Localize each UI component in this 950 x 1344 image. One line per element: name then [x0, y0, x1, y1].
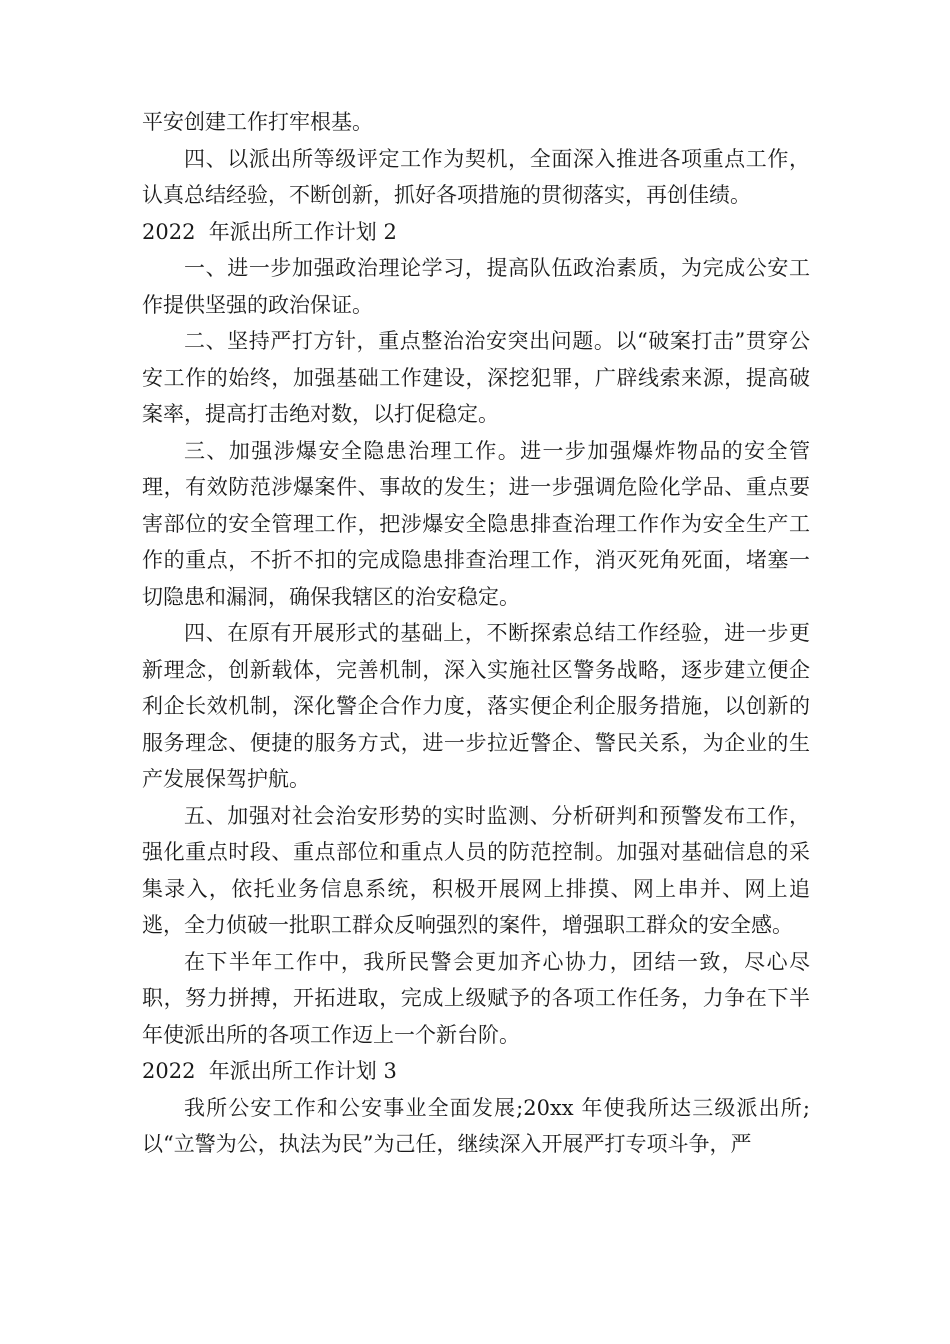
paragraph-plan-3-intro: 我所公安工作和公安事业全面发展;20xx 年使我所达三级派出所;以“立警为公，执法为民”为己任，继续深入开展严打专项斗争，严	[142, 1095, 810, 1156]
document-page	[142, 104, 810, 1163]
section-heading-plan-2: 2022 年派出所工作计划 2	[142, 219, 397, 244]
paragraph-item-2: 二、坚持严打方针，重点整治治安突出问题。以“破案打击”贯穿公安工作的始终，加强基础工作建设，深挖犯罪，广辟线索来源，提高破案率，提高打击绝对数，以打促稳定。	[142, 329, 810, 426]
paragraph-item-4b: 四、在原有开展形式的基础上，不断探索总结工作经验，进一步更新理念，创新载体，完善机制，深入实施社区警务战略，逐步建立便企利企长效机制，深化警企合作力度，落实便企利企服务措施，以创新的服务理念、便捷的服务方式，进一步拉近警企、警民关系，为企业的生产发展保驾护航。	[142, 621, 810, 791]
paragraph-item-4: 四、以派出所等级评定工作为契机，全面深入推进各项重点工作，认真总结经验，不断创新，抓好各项措施的贯彻落实，再创佳绩。	[142, 146, 810, 207]
section-heading-plan-3: 2022 年派出所工作计划 3	[142, 1059, 397, 1083]
paragraph-continuation: 平安创建工作打牢根基。	[142, 110, 373, 134]
paragraph-item-1: 一、进一步加强政治理论学习，提高队伍政治素质，为完成公安工作提供坚强的政治保证。	[142, 256, 810, 317]
paragraph-conclusion: 在下半年工作中，我所民警会更加齐心协力，团结一致，尽心尽职，努力拼搏，开拓进取，完成上级赋予的各项工作任务，力争在下半年使派出所的各项工作迈上一个新台阶。	[142, 949, 810, 1047]
paragraph-item-5: 五、加强对社会治安形势的实时监测、分析研判和预警发布工作，强化重点时段、重点部位和重点人员的防范控制。加强对基础信息的采集录入，依托业务信息系统，积极开展网上排摸、网上串并、网上追逃，全力侦破一批职工群众反响强烈的案件，增强职工群众的安全感。	[142, 803, 810, 937]
paragraph-item-3: 三、加强涉爆安全隐患治理工作。进一步加强爆炸物品的安全管理，有效防范涉爆案件、事故的发生；进一步强调危险化学品、重点要害部位的安全管理工作，把涉爆安全隐患排查治理工作作为安全生产工作的重点，不折不扣的完成隐患排查治理工作，消灭死角死面，堵塞一切隐患和漏洞，确保我辖区的治安稳定。	[142, 438, 810, 609]
